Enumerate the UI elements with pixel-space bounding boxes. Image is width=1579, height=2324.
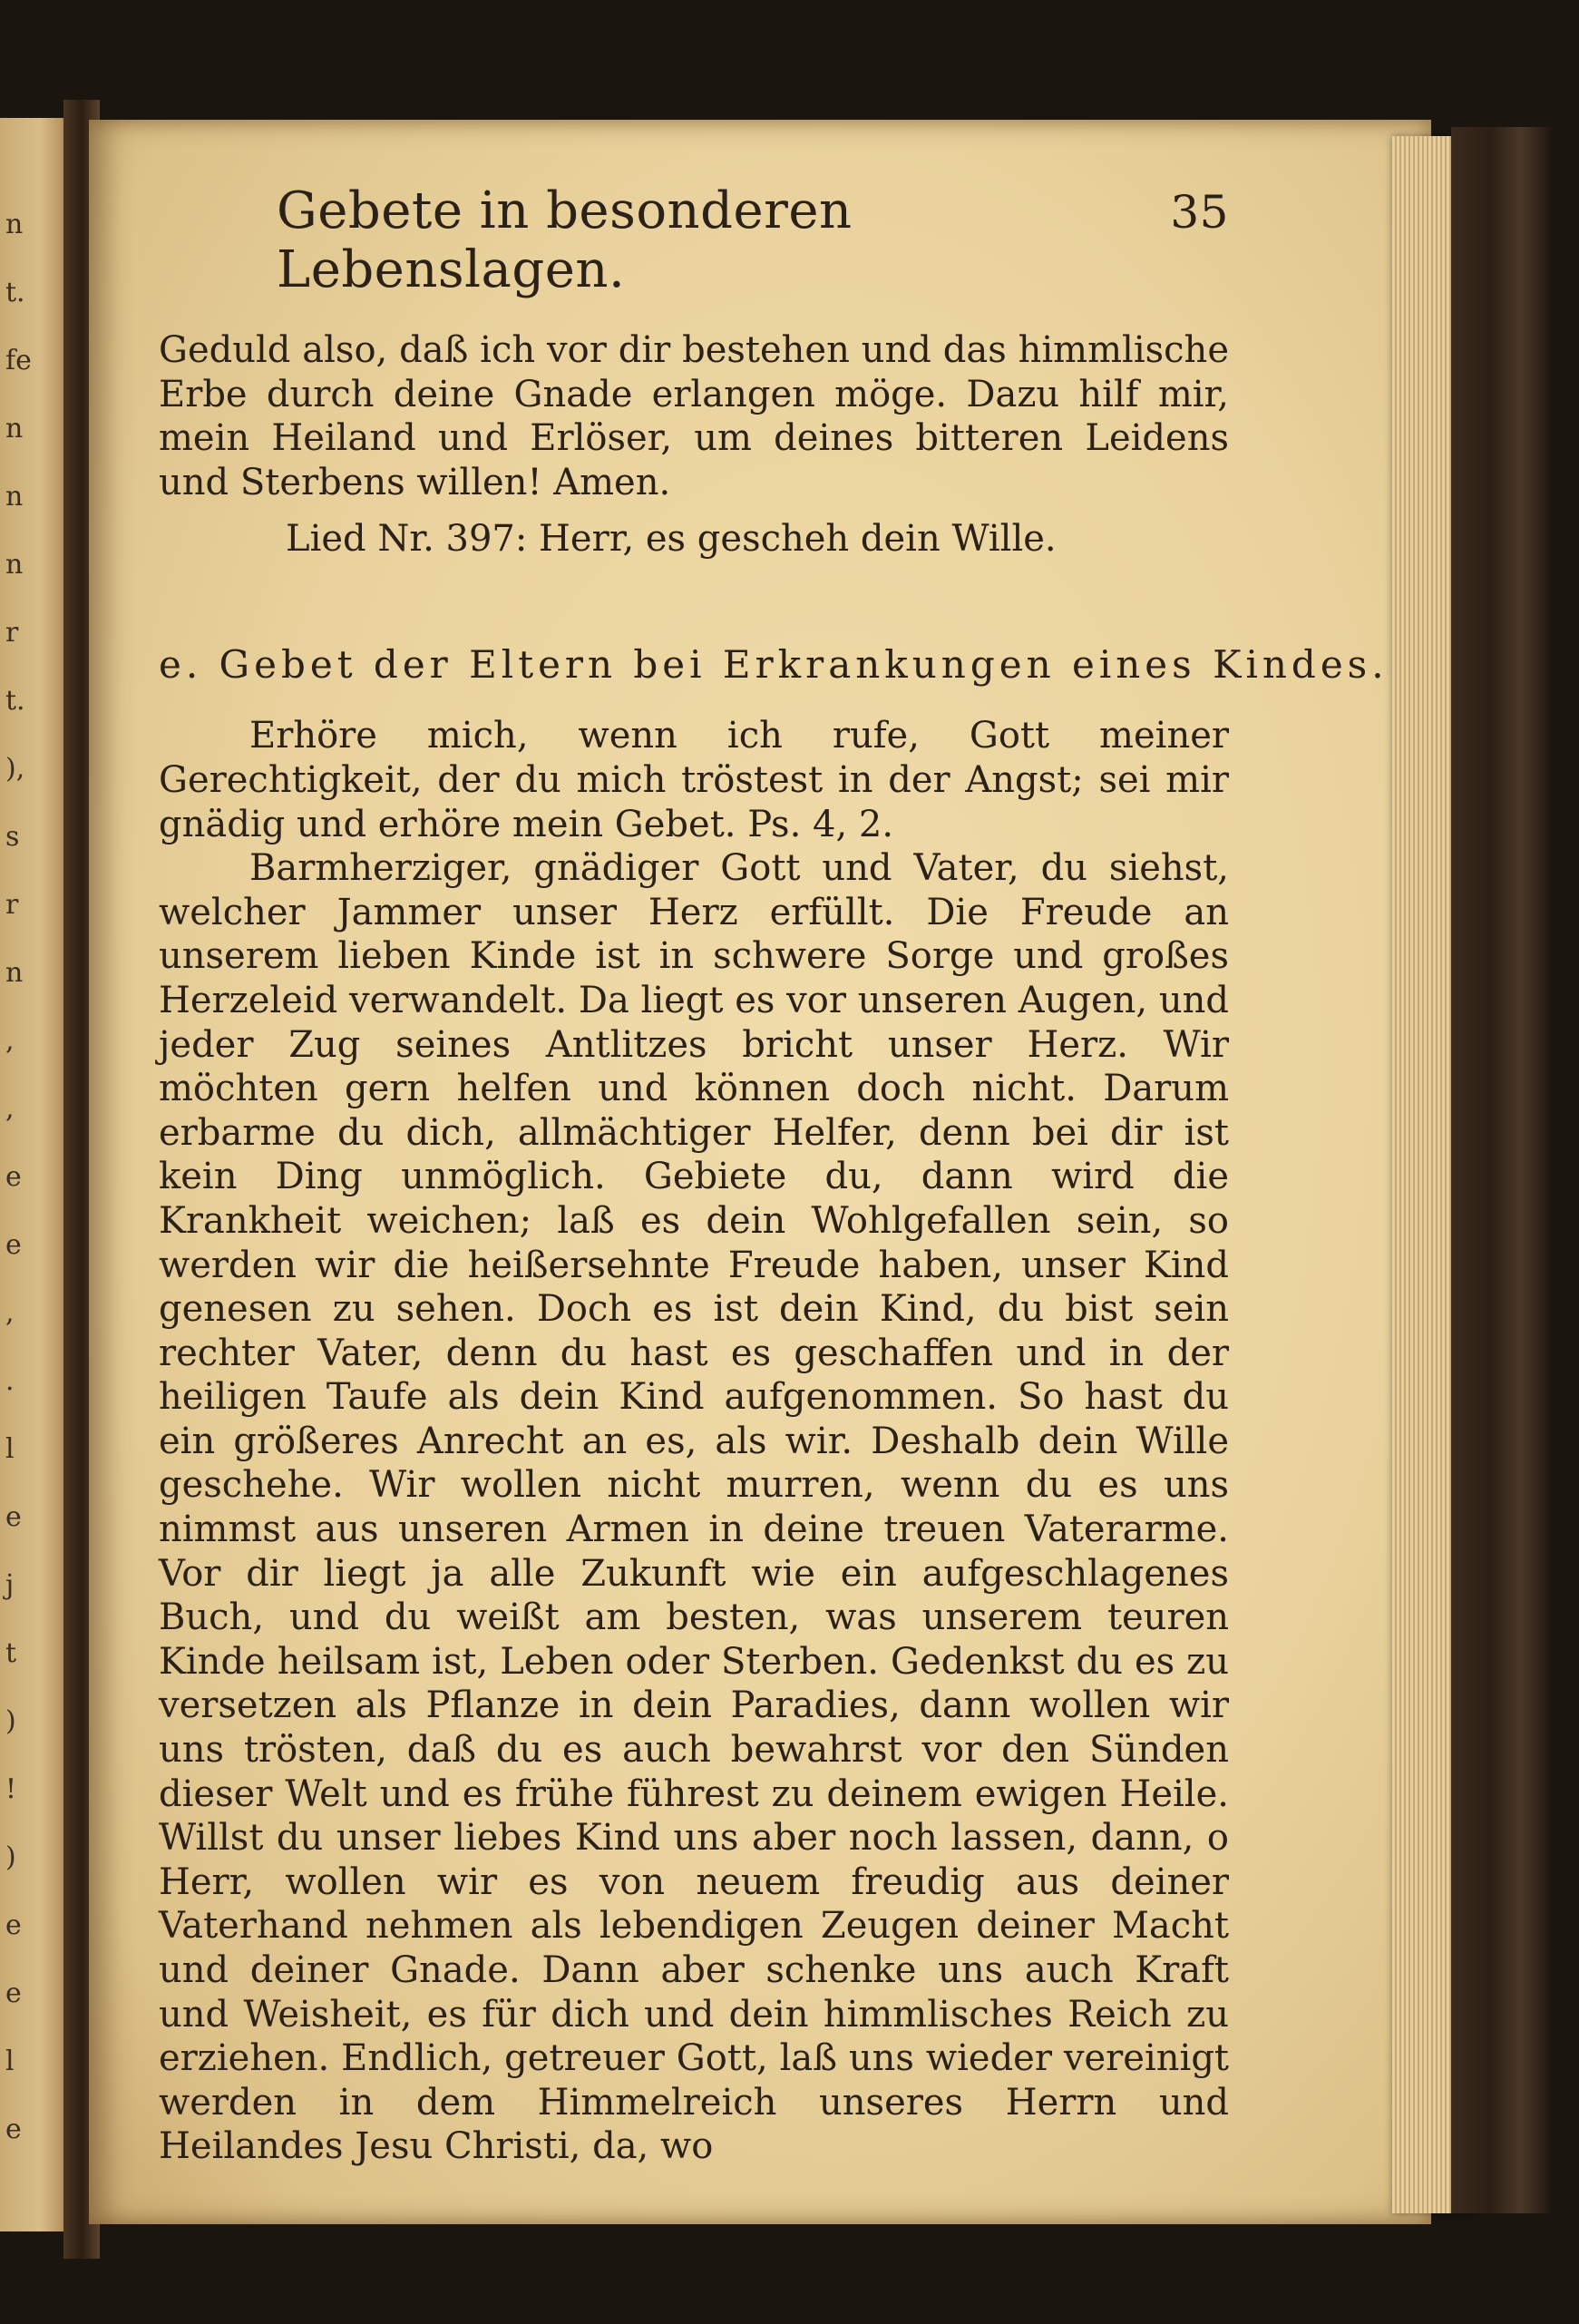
running-title: Gebete in besonderen Lebenslagen.: [277, 181, 853, 299]
page-content: [159, 181, 1389, 2169]
prayer-paragraph: Barmherziger, gnädiger Gott und Vater, du siehst, welcher Jammer unser Herz erfüllt. Die Freude an unserem lieben Kinde ist in schwere Sorge und großes Herzeleid verwandelt. Da liegt es vor unseren Augen, und jeder Zug seines Antlitzes bricht unser Herz. Wir möchten gern helfen und können doch nicht. Darum erbarme du dich, allmächtiger Helfer, denn bei dir ist kein Ding unmöglich. Gebiete du, dann wird die Krankheit weichen; laß es dein Wohlgefallen sein, so werden wir die heißersehnte Freude haben, unser Kind genesen zu sehen. Doch es ist dein Kind, du bist sein rechter Vater, denn du hast es geschaffen und in der heiligen Taufe als dein Kind aufgenommen. So hast du ein größeres Anrecht an es, als wir. Deshalb dein Wille geschehe. Wir wollen nicht murren, wenn du es uns nimmst aus unseren Armen in deine treuen Vaterarme. Vor dir liegt ja alle Zukunft wie ein aufgeschlagenes Buch, und du weißt am besten, was unserem teuren Kinde heilsam ist, Leben oder Sterben. Gedenkst du es zu versetzen als Pflanze in dein Paradies, dann wollen wir uns trösten, daß du es auch bewahrst vor den Sünden dieser Welt und es frühe führest zu deinem ewigen Heile. Willst du unser liebes Kind uns aber noch lassen, dann, o Herr, wollen wir es von neuem freudig aus deiner Vaterhand nehmen als lebendigen Zeugen deiner Macht und deiner Gnade. Dann aber schenke uns auch Kraft und Weisheit, es für dich und dein himmlisches Reich zu erziehen. Endlich, getreuer Gott, laß uns wieder vereinigt werden in dem Himmelreich unseres Herrn und Heilandes Jesu Christi, da, wo: [159, 847, 1229, 2168]
hymn-reference: Lied Nr. 397: Herr, es gescheh dein Wille.: [286, 518, 1057, 561]
left-margin-fragment: ,: [5, 1093, 15, 1125]
left-margin-fragment: n: [5, 957, 24, 989]
left-margin-fragment: ): [5, 1841, 16, 1873]
page-number: 35: [1170, 186, 1229, 239]
left-margin-fragment: fe: [5, 345, 32, 376]
left-margin-fragment: j: [5, 1569, 15, 1601]
left-margin-fragment: l: [5, 2046, 15, 2077]
left-margin-fragment: ),: [5, 753, 25, 785]
running-header: [277, 181, 1229, 299]
left-margin-fragment: e: [5, 1161, 22, 1193]
left-margin-fragment: t.: [5, 685, 25, 717]
scripture-paragraph: Erhöre mich, wenn ich rufe, Gott meiner Gerechtigkeit, der du mich tröstest in der Angst; sei mir gnädig und erhöre mein Gebet. Ps. 4, 2.: [159, 715, 1229, 845]
left-margin-fragment: t: [5, 1637, 17, 1669]
left-margin-fragment: n: [5, 481, 24, 513]
left-margin-fragment: e: [5, 1977, 22, 2009]
left-margin-fragment: .: [5, 1365, 15, 1397]
left-margin-fragment: e: [5, 2114, 22, 2145]
left-margin-fragment: ,: [5, 1025, 15, 1057]
left-margin-fragment: r: [5, 889, 19, 921]
left-margin-fragment: e: [5, 1229, 22, 1261]
left-margin-fragment: t.: [5, 277, 25, 308]
left-margin-fragment: l: [5, 1433, 15, 1465]
left-margin-fragment: e: [5, 1909, 22, 1941]
left-margin-fragment: e: [5, 1501, 22, 1533]
left-margin-fragment: n: [5, 549, 24, 581]
left-margin-fragment: n: [5, 209, 24, 240]
left-margin-fragment: s: [5, 821, 20, 853]
left-margin-fragment: ): [5, 1705, 16, 1737]
book-cover-edge: [1451, 127, 1551, 2213]
left-margin-fragment: !: [5, 1773, 17, 1805]
left-page-edge: [0, 118, 73, 2231]
left-margin-fragment: r: [5, 617, 19, 649]
left-margin-fragment: ,: [5, 1297, 15, 1329]
section-heading: e. Gebet der Eltern bei Erkrankungen eines Kindes.: [159, 642, 1389, 688]
left-margin-fragment: n: [5, 413, 24, 444]
continuation-paragraph: Geduld also, daß ich vor dir bestehen und das himmlische Erbe durch deine Gnade erlangen möge. Dazu hilf mir, mein Heiland und Erlöser, um deines bitteren Leidens und Sterbens willen! Amen.: [159, 329, 1229, 503]
